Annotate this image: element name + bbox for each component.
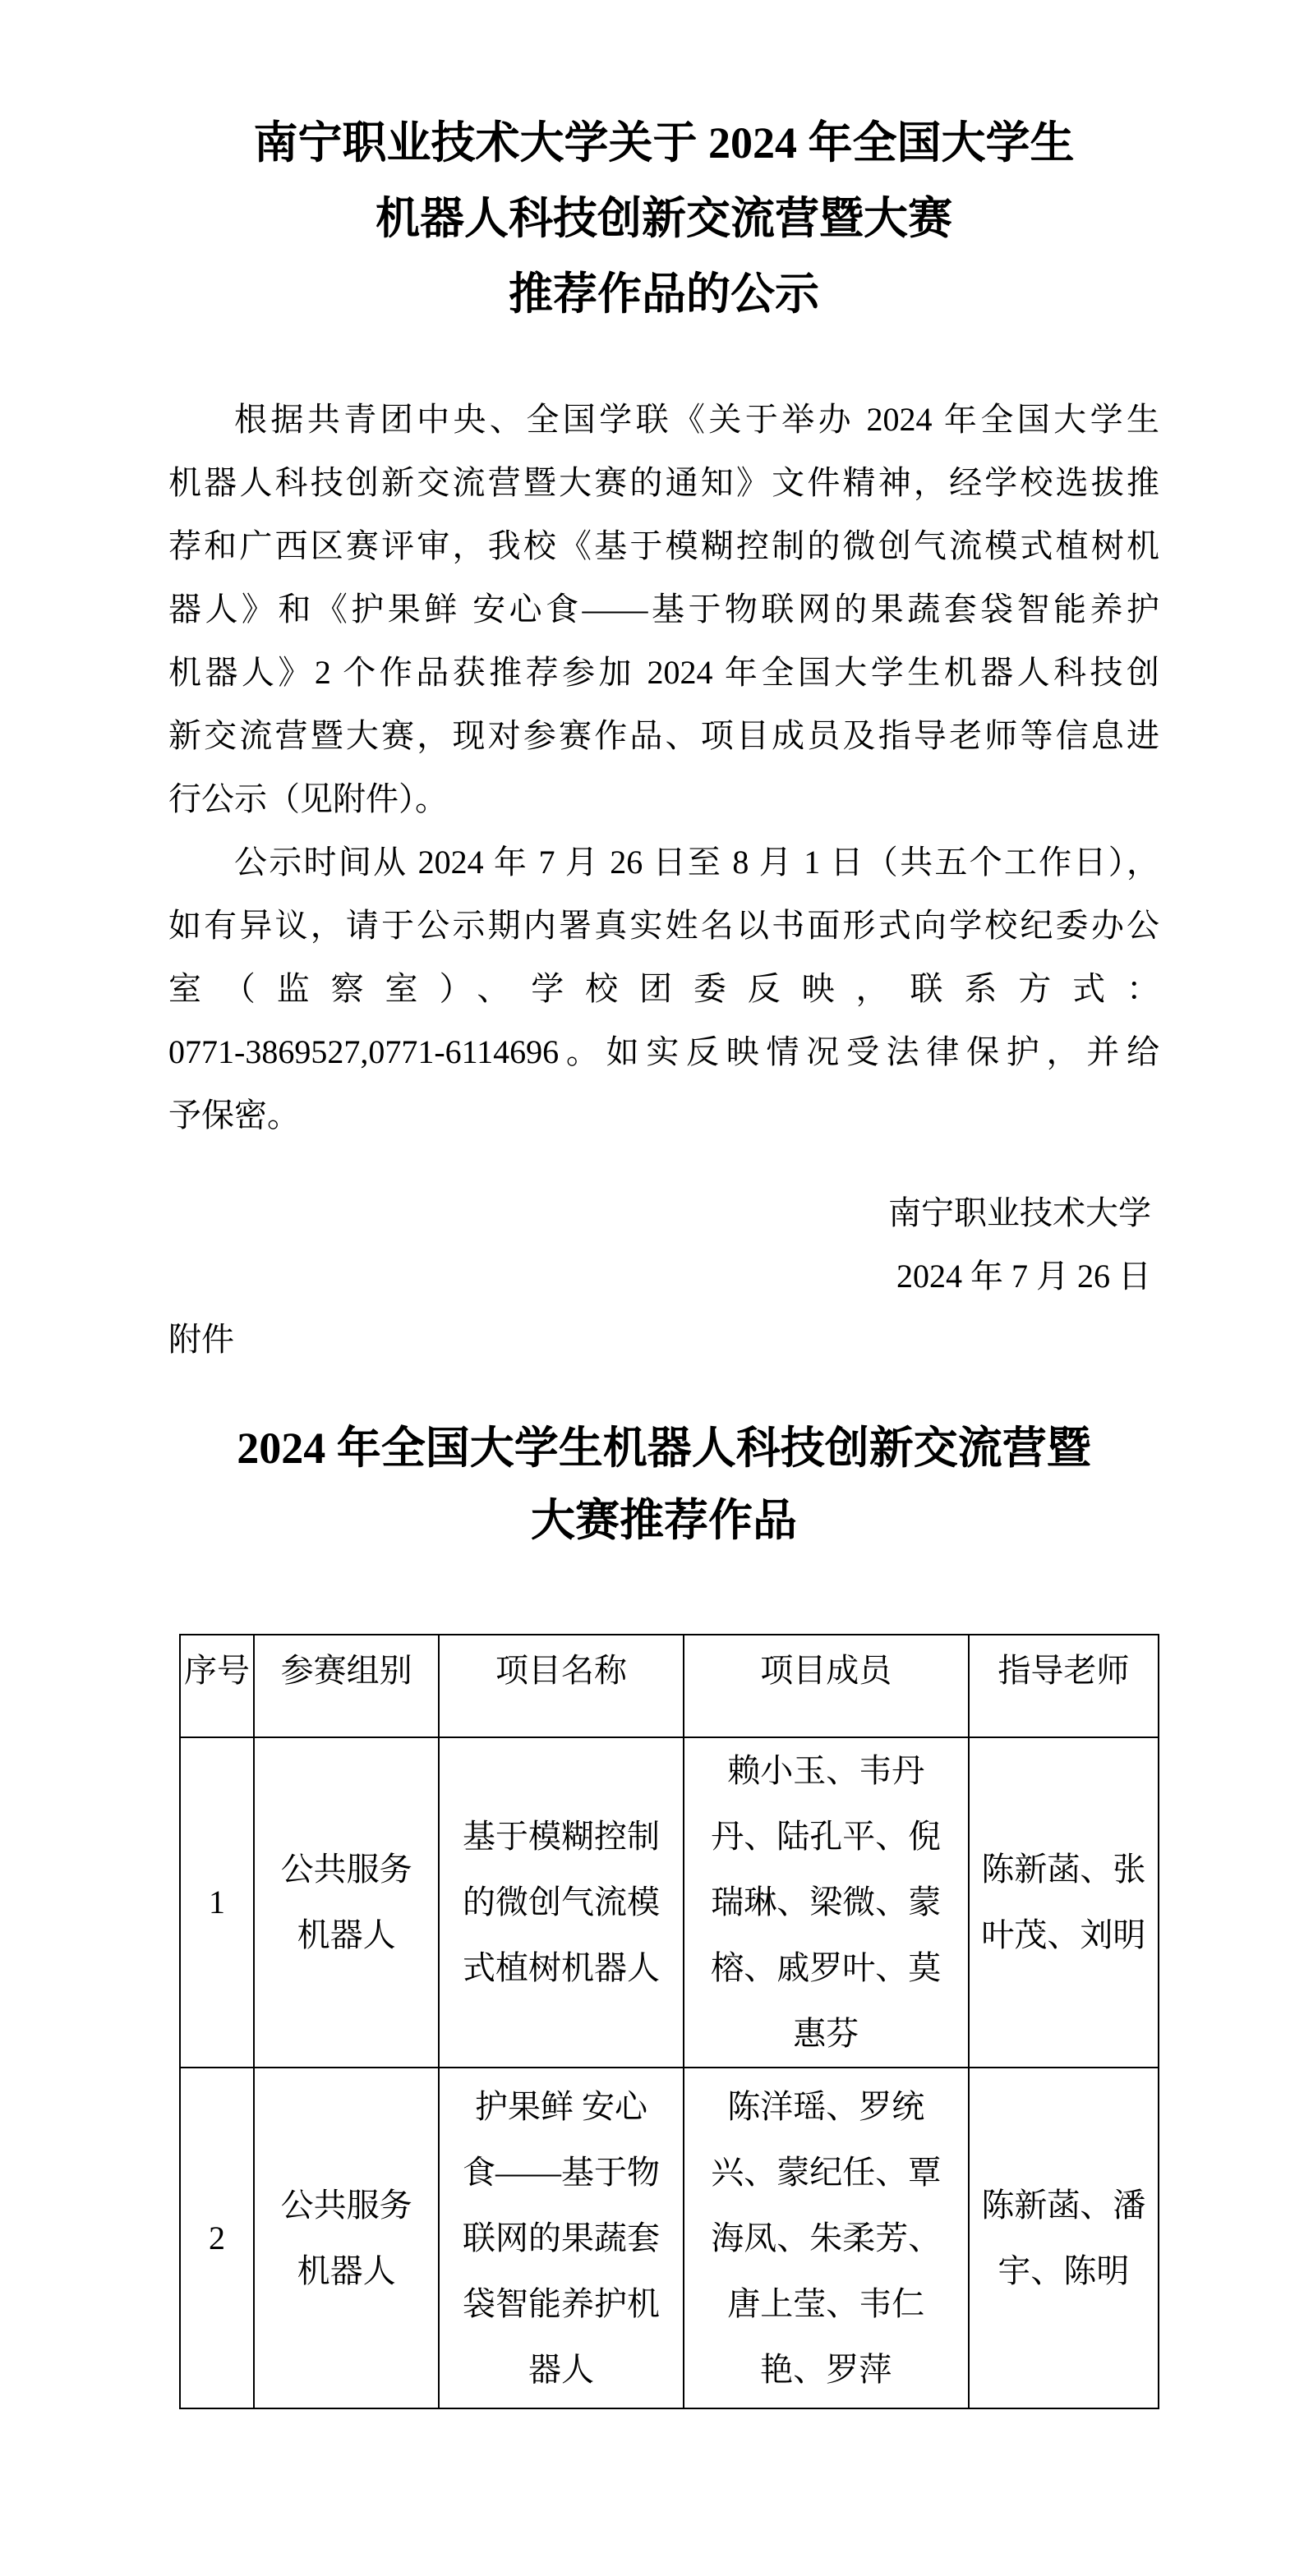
body-line: 器人》和《护果鲜 安心食——基于物联网的果蔬套袋智能养护	[168, 591, 1159, 628]
body-line: 机器人科技创新交流营暨大赛的通知》文件精神，经学校选拔推	[168, 464, 1159, 501]
cell-serial-no: 1	[180, 1737, 254, 2068]
body-line: 室（监察室）、学校团委反映，联系方式：	[168, 970, 1159, 1007]
cell-project-members: 赖小玉、韦丹丹、陆孔平、倪瑞琳、梁微、蒙榕、戚罗叶、莫惠芬	[684, 1737, 969, 2068]
issue-date: 2024 年 7 月 26 日	[896, 1258, 1151, 1295]
header-group: 参赛组别	[254, 1635, 439, 1737]
body-line: 予保密。	[168, 1097, 300, 1134]
header-project-name: 项目名称	[439, 1635, 683, 1737]
body-line: 如有异议，请于公示期内署真实姓名以书面形式向学校纪委办公	[168, 907, 1159, 944]
cell-advisors: 陈新菡、张叶茂、刘明	[969, 1737, 1159, 2068]
issuer-name: 南宁职业技术大学	[888, 1194, 1151, 1231]
cell-group: 公共服务机器人	[254, 1737, 439, 2068]
body-line: 0771-3869527,0771-6114696。如实反映情况受法律保护，并给	[168, 1033, 1159, 1070]
body-line: 公示时间从 2024 年 7 月 26 日至 8 月 1 日（共五个工作日），	[234, 844, 1159, 881]
notice-body	[168, 388, 1159, 1147]
paragraph-2	[168, 830, 1159, 1147]
attachment-title-line-1: 2024 年全国大学生机器人科技创新交流营暨	[237, 1424, 1091, 1473]
attachment-label: 附件	[168, 1321, 234, 1358]
header-serial-no: 序号	[180, 1635, 254, 1737]
paragraph-1	[168, 388, 1159, 830]
body-line: 荐和广西区赛评审，我校《基于模糊控制的微创气流模式植树机	[168, 527, 1159, 564]
cell-project-name: 护果鲜 安心食——基于物联网的果蔬套袋智能养护机器人	[439, 2068, 683, 2408]
attachment-title	[168, 1412, 1159, 1557]
cell-group: 公共服务机器人	[254, 2068, 439, 2408]
header-advisors: 指导老师	[969, 1635, 1159, 1737]
document-page	[0, 105, 1304, 2576]
table-header-row	[180, 1635, 1159, 1737]
cell-project-name: 基于模糊控制的微创气流模式植树机器人	[439, 1737, 683, 2068]
notice-title-line-1: 南宁职业技术大学关于 2024 年全国大学生	[253, 118, 1075, 168]
attachment-title-line-2: 大赛推荐作品	[531, 1496, 797, 1545]
header-project-members: 项目成员	[684, 1635, 969, 1737]
body-line: 新交流营暨大赛，现对参赛作品、项目成员及指导老师等信息进	[168, 717, 1159, 754]
signature-block	[168, 1181, 1159, 1308]
body-line: 行公示（见附件）。	[168, 780, 448, 817]
notice-title	[168, 105, 1159, 332]
body-line: 根据共青团中央、全国学联《关于举办 2024 年全国大学生	[234, 401, 1159, 438]
recommended-works-table	[179, 1634, 1159, 2409]
table-row	[180, 1737, 1159, 2068]
notice-title-line-3: 推荐作品的公示	[509, 269, 819, 319]
table-row	[180, 2068, 1159, 2408]
cell-serial-no: 2	[180, 2068, 254, 2408]
cell-project-members: 陈洋瑶、罗统兴、蒙纪任、覃海凤、朱柔芳、唐上莹、韦仁艳、罗萍	[684, 2068, 969, 2408]
cell-advisors: 陈新菡、潘宇、陈明	[969, 2068, 1159, 2408]
body-line: 机器人》2 个作品获推荐参加 2024 年全国大学生机器人科技创	[168, 654, 1159, 691]
notice-title-line-2: 机器人科技创新交流营暨大赛	[376, 194, 952, 243]
